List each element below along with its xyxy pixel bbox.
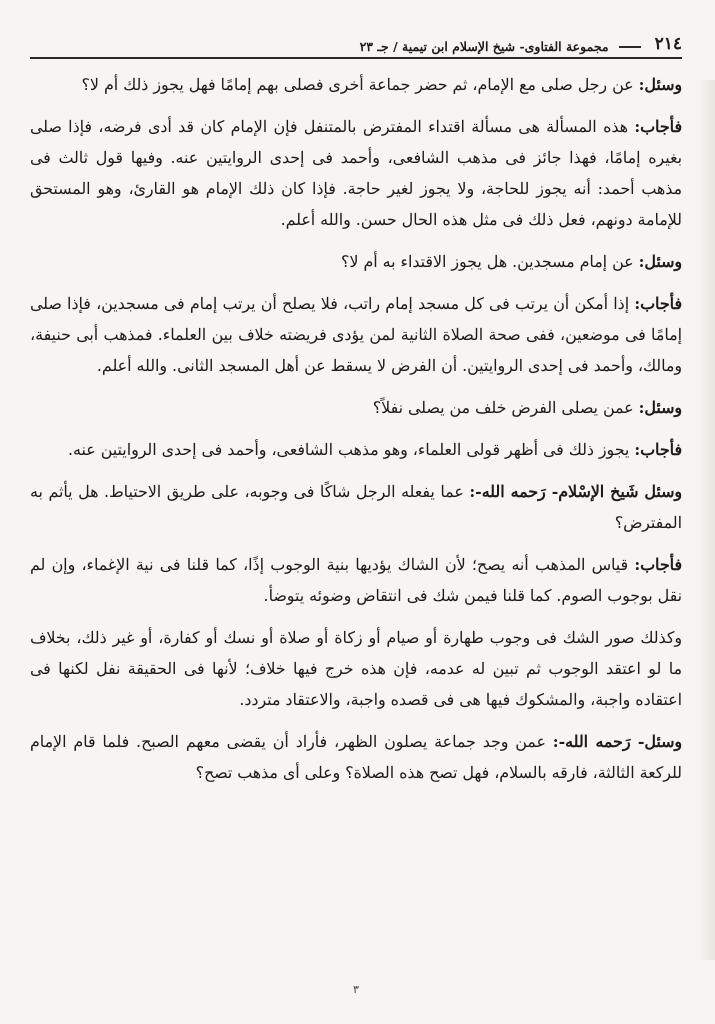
- paragraph-lead: وسئل:: [638, 252, 682, 271]
- paragraph-text: قياس المذهب أنه يصح؛ لأن الشاك يؤديها بنية الوجوب إذًا، كما قلنا فى نية الإغماء، وإن لم نقل بوجوب الصوم. كما قلنا فيمن شك فى انتقاض وضوئه يتوضأ.: [30, 555, 682, 605]
- paragraph: [30, 434, 682, 465]
- paragraph: [30, 392, 682, 423]
- paragraph-lead: فأجاب:: [634, 440, 682, 459]
- page-number: ٢١٤: [654, 34, 682, 54]
- paragraph-text: عمن وجد جماعة يصلون الظهر، فأراد أن يقضى معهم الصبح. فلما قام الإمام للركعة الثالثة، فارقه بالسلام، فهل تصح هذه الصلاة؟ وعلى أى مذهب تصح؟: [30, 732, 682, 782]
- paragraph: [30, 288, 682, 381]
- paragraph-text: يجوز ذلك فى أظهر قولى العلماء، وهو مذهب الشافعى، وأحمد فى إحدى الروايتين عنه.: [68, 440, 635, 459]
- paragraph-lead: فأجاب:: [634, 117, 682, 136]
- paragraph-text: عن إمام مسجدين. هل يجوز الاقتداء به أم لا؟: [341, 252, 639, 271]
- page-edge-shadow: [699, 80, 715, 960]
- paragraph: [30, 726, 682, 788]
- paragraph: [30, 622, 682, 715]
- page-body: [30, 69, 682, 788]
- paragraph: [30, 549, 682, 611]
- paragraph: [30, 111, 682, 235]
- paragraph-lead: وسئل شَيخ الإسْلام- رَحمه الله-:: [469, 482, 682, 501]
- paragraph-text: عن رجل صلى مع الإمام، ثم حضر جماعة أخرى فصلى بهم إمامًا فهل يجوز ذلك أم لا؟: [81, 75, 639, 94]
- footer-mark: ٣: [353, 983, 359, 996]
- paragraph: [30, 246, 682, 277]
- paragraph-lead: وسئل- رَحمه الله-:: [552, 732, 682, 751]
- paragraph: [30, 476, 682, 538]
- paragraph-text: هذه المسألة هى مسألة اقتداء المفترض بالمتنفل فإن الإمام كان قد أدى فرضه، فإذا صلى بغيره إمامًا، فهذا جائز فى مذهب الشافعى، وأحمد فى إحدى الروايتين عنه. وفيها قول ثالث فى مذهب أحمد: أنه يجوز للحاجة، ولا يجوز لغير حاجة. فإذا كان ذلك الإمام هو القارئ، وهو المستحق للإمامة دونهم، فعل ذلك فى مثل هذه الحال حسن. والله أعلم.: [30, 117, 682, 229]
- paragraph-text: إذا أمكن أن يرتب فى كل مسجد إمام راتب، فلا يصلح أن يرتب إمام فى مسجدين، فإذا صلى إمامًا فى موضعين، ففى صحة الصلاة الثانية لمن يؤدى فريضته خلاف بين العلماء. فمذهب أبى حنيفة، ومالك، وأحمد فى إحدى الروايتين. أن الفرض لا يسقط عن أهل المسجد الثانى. والله أعلم.: [30, 294, 682, 375]
- paragraph-lead: وسئل:: [638, 75, 682, 94]
- book-title: مجموعة الفتاوى- شيخ الإسلام ابن تيمية / جـ ٢٣: [359, 39, 609, 54]
- header-rule: [619, 46, 641, 48]
- paragraph-text: عمن يصلى الفرض خلف من يصلى نفلاً؟: [372, 398, 639, 417]
- running-header: [30, 28, 682, 59]
- paragraph-lead: فأجاب:: [634, 294, 682, 313]
- book-page: [30, 28, 682, 996]
- paragraph-text: عما يفعله الرجل شاكًا فى وجوبه، على طريق الاحتياط. هل يأثم به المفترض؟: [30, 482, 682, 532]
- paragraph-text: وكذلك صور الشك فى وجوب طهارة أو صيام أو زكاة أو صلاة أو نسك أو كفارة، أو غير ذلك، بخلاف ما لو اعتقد الوجوب ثم تبين له عدمه، فإن هذه خرج فيها خلاف؛ لأنها فى الحقيقة نفل لكنها فى اعتقاده واجبة، والمشكوك فيها هى فى قصده واجبة، والاعتقاد متردد.: [30, 628, 682, 709]
- paragraph-lead: وسئل:: [638, 398, 682, 417]
- paragraph: [30, 69, 682, 100]
- paragraph-lead: فأجاب:: [634, 555, 682, 574]
